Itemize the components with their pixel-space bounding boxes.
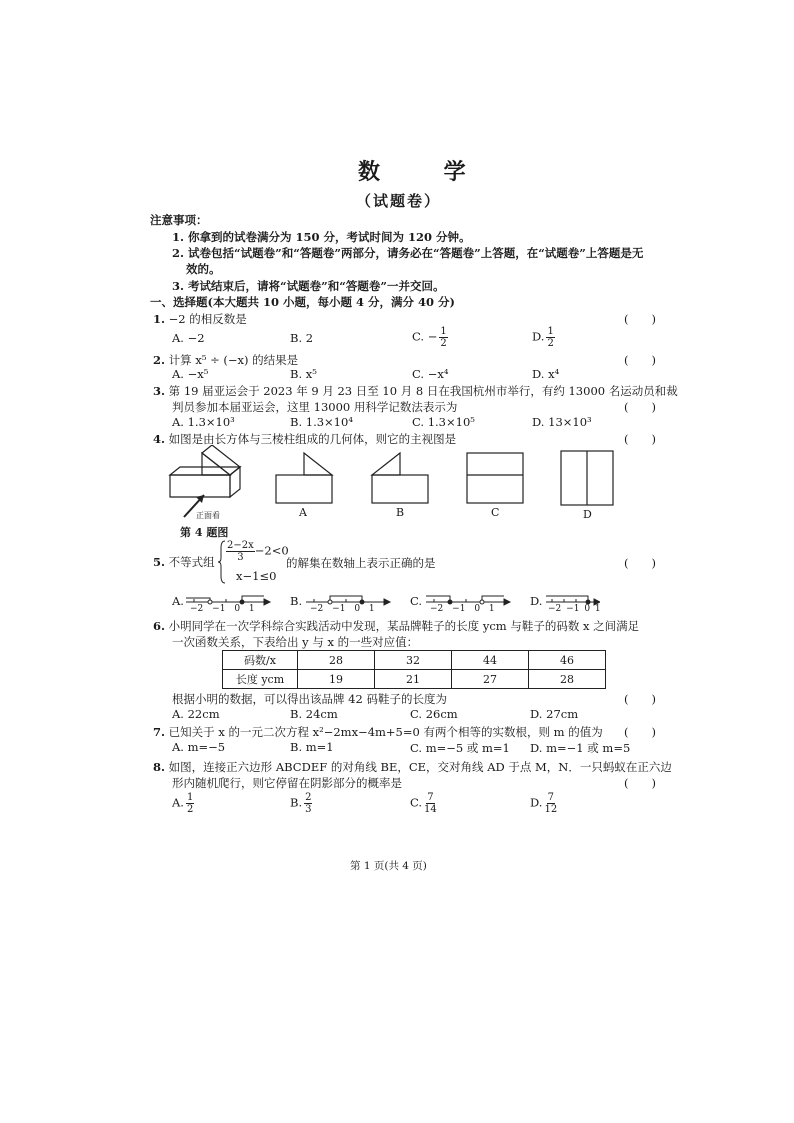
q8-option-c: C. $\frac{7}{14}$ [410, 792, 437, 815]
section1-heading: 一、选择题(本大题共 10 小题，每小题 4 分，满分 40 分) [150, 295, 455, 309]
notice-heading: 注意事项： [150, 213, 208, 227]
q4-answer-paren: ( ) [624, 432, 656, 446]
notice-item-1: 1. 你拿到的试卷满分为 150 分，考试时间为 120 分钟。 [172, 230, 471, 244]
q2-option-d: D. x⁴ [532, 367, 560, 381]
q8-stem-line1: 8. 如图，连接正六边形 ABCDEF 的对角线 BE，CE，交对角线 AD 于点 M，N．一只蚂蚁在正六边 [153, 760, 672, 774]
q5-option-a: A. [172, 594, 184, 608]
q7-option-b: B. m=1 [290, 740, 334, 754]
table-cell: 44 [452, 651, 529, 670]
table-header-cell: 码数/x [223, 651, 298, 670]
q8-answer-paren: ( ) [624, 776, 656, 790]
notice-item-2-cont: 效的。 [186, 262, 221, 276]
q4-option-d-figure [561, 451, 613, 505]
page-title: 数 学 [358, 159, 494, 185]
q5-brace [218, 540, 226, 584]
q1-option-d: D. $\frac{1}{2}$ [532, 326, 554, 349]
q1-answer-paren: ( ) [624, 312, 656, 326]
notice-item-2: 2. 试卷包括“试题卷”和“答题卷”两部分，请务必在“答题卷”上答题，在“试题卷”上答题是无 [172, 246, 644, 260]
q8-option-b: B. $\frac{2}{3}$ [290, 792, 312, 815]
q2-option-c: C. −x⁴ [412, 367, 449, 381]
q1-stem: 1. −2 的相反数是 [153, 312, 247, 326]
q7-option-c: C. m=−5 或 m=1 [410, 741, 510, 755]
q4-label-c: C [491, 506, 500, 519]
q6-stem-line1: 6. 小明同学在一次学科综合实践活动中发现，某品牌鞋子的长度 ycm 与鞋子的码数 x 之间满足 [153, 619, 640, 633]
q4-fig-caption: 第 4 题图 [180, 526, 229, 539]
table-cell: 27 [452, 670, 529, 689]
q3-stem-line2: 判员参加本届亚运会，这里 13000 用科学记数法表示为 [172, 400, 458, 414]
table-row [223, 651, 606, 670]
q3-option-c: C. 1.3×10⁵ [412, 415, 475, 429]
q4-label-a: A [299, 506, 307, 519]
page-number: 第 1 页(共 4 页) [350, 860, 427, 872]
q6-data-table [222, 650, 606, 689]
q2-option-b: B. x⁵ [290, 367, 317, 381]
q3-option-d: D. 13×10³ [532, 415, 592, 429]
table-row [223, 670, 606, 689]
q4-label-b: B [396, 506, 405, 519]
q5-option-c: C. [410, 594, 423, 608]
q4-stem: 4. 如图是由长方体与三棱柱组成的几何体，则它的主视图是 [153, 432, 457, 446]
q2-answer-paren: ( ) [624, 353, 656, 367]
table-cell: 19 [298, 670, 375, 689]
q4-label-d: D [583, 508, 592, 521]
q2-option-a: A. −x⁵ [172, 367, 209, 381]
q7-option-d: D. m=−1 或 m=5 [530, 741, 631, 755]
q7-option-a: A. m=−5 [172, 740, 226, 754]
q5-option-d: D. [530, 594, 543, 608]
q1-option-c: C. − $\frac{1}{2}$ [412, 326, 447, 349]
q5-inequality-1: $\frac{2-2x}{3}$ −2<0 [227, 540, 289, 563]
q3-option-b: B. 1.3×10⁴ [290, 415, 353, 429]
q4-front-label: 正面看 [196, 511, 220, 520]
q5-stem: 5. 不等式组 [153, 555, 215, 569]
q4-option-c-figure [467, 453, 523, 503]
table-cell: 28 [298, 651, 375, 670]
q8-stem-line2: 形内随机爬行，则它停留在阴影部分的概率是 [172, 776, 402, 790]
q8-option-a: A. $\frac{1}{2}$ [172, 792, 194, 815]
q5-answer-paren: ( ) [624, 556, 656, 570]
q6-option-b: B. 24cm [290, 707, 338, 721]
q3-stem-line1: 3. 第 19 届亚运会于 2023 年 9 月 23 日至 10 月 8 日在我国杭州市举行，有约 13000 名运动员和裁 [153, 384, 678, 398]
q7-stem: 7. 已知关于 x 的一元二次方程 x²−2mx−4m+5=0 有两个相等的实数根，则 m 的值为 [153, 725, 603, 739]
q4-option-a-figure [276, 453, 332, 503]
q8-option-d: D. $\frac{7}{12}$ [530, 792, 558, 815]
q6-stem-line2: 一次函数关系，下表给出 y 与 x 的一些对应值： [172, 635, 419, 649]
q3-option-a: A. 1.3×10³ [172, 415, 235, 429]
page-subtitle: （试题卷） [356, 192, 442, 210]
q5-inequality-2: x−1≤0 [236, 569, 277, 583]
q6-option-d: D. 27cm [530, 707, 579, 721]
q1-option-a: A. −2 [172, 331, 205, 345]
q4-solid-figure [170, 445, 240, 497]
q3-answer-paren: ( ) [624, 400, 656, 414]
q2-stem: 2. 计算 x⁵ ÷ (−x) 的结果是 [153, 353, 299, 367]
q1-option-b: B. 2 [290, 331, 314, 345]
q5-ticks-b: −2 −1 0 1 [310, 604, 375, 614]
q6-stem-line3: 根据小明的数据，可以得出该品牌 42 码鞋子的长度为 [172, 692, 447, 706]
table-header-cell: 长度 ycm [223, 670, 298, 689]
q6-option-a: A. 22cm [172, 707, 220, 721]
q6-option-c: C. 26cm [410, 707, 458, 721]
q5-stem-post: 的解集在数轴上表示正确的是 [286, 556, 436, 570]
q7-answer-paren: ( ) [624, 725, 656, 739]
q6-answer-paren: ( ) [624, 692, 656, 706]
q5-ticks-d: −2 −1 0 1 [548, 604, 601, 614]
q5-ticks-a: −2 −1 0 1 [190, 604, 255, 614]
q5-ticks-c: −2 −1 0 1 [430, 604, 495, 614]
table-cell: 21 [375, 670, 452, 689]
notice-item-3: 3. 考试结束后，请将“试题卷”和“答题卷”一并交回。 [172, 279, 445, 293]
q4-option-b-figure [372, 453, 428, 503]
q5-option-b: B. [290, 594, 303, 608]
table-cell: 28 [529, 670, 606, 689]
table-cell: 46 [529, 651, 606, 670]
table-cell: 32 [375, 651, 452, 670]
